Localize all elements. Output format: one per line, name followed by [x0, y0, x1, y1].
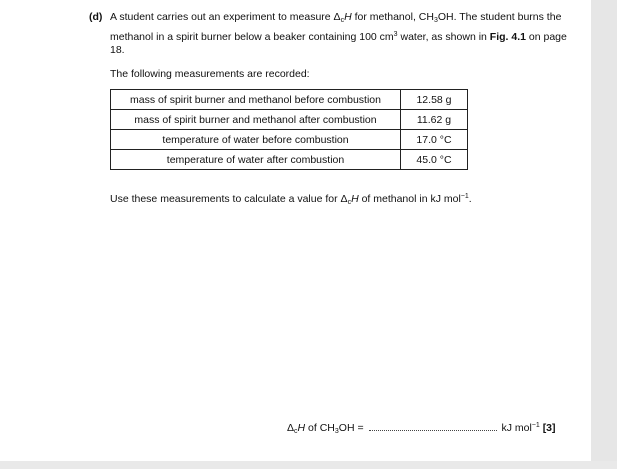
measurements-heading: The following measurements are recorded:	[110, 68, 310, 80]
measurements-table	[110, 89, 468, 170]
answer-subscript-3: 3	[334, 428, 339, 435]
table-row	[111, 110, 468, 130]
figure-reference: Fig. 4.1	[489, 30, 526, 43]
measurement-label: mass of spirit burner and methanol before combustion	[111, 90, 401, 110]
intro-superscript-3: 3	[393, 30, 398, 38]
intro-subscript-3: 3	[433, 17, 438, 24]
page-edge-right	[591, 0, 617, 469]
measurement-value: 17.0 °C	[401, 130, 468, 150]
table-row	[111, 130, 468, 150]
question-intro	[110, 11, 580, 58]
instruction-text-3: .	[468, 193, 472, 205]
answer-field[interactable]	[369, 421, 497, 431]
intro-enthalpy-symbol: H	[344, 11, 352, 23]
table-row	[111, 150, 468, 170]
intro-text-2: for methanol, CH	[351, 11, 434, 23]
answer-of-ch: of CH	[305, 422, 335, 434]
measurement-label: temperature of water after combustion	[111, 150, 401, 170]
marks-badge: [3]	[542, 422, 556, 434]
instruction-superscript: −1	[460, 193, 469, 200]
answer-unit-superscript: −1	[531, 422, 540, 429]
intro-text-5: on page 18.	[110, 30, 567, 56]
measurement-label: temperature of water before combustion	[111, 130, 401, 150]
instruction-enthalpy-symbol: H	[351, 193, 359, 205]
measurement-value: 11.62 g	[401, 110, 468, 130]
measurement-value: 12.58 g	[401, 90, 468, 110]
measurement-label: mass of spirit burner and methanol after combustion	[111, 110, 401, 130]
answer-line	[287, 421, 556, 435]
measurement-value: 45.0 °C	[401, 150, 468, 170]
calculation-instruction	[110, 193, 472, 206]
instruction-text-1: Use these measurements to calculate a value for Δ	[110, 193, 348, 205]
table-row	[111, 90, 468, 110]
answer-delta: Δ	[287, 422, 295, 434]
intro-subscript-c: c	[340, 17, 345, 24]
answer-oh-equals: OH =	[338, 422, 364, 434]
answer-enthalpy-symbol: H	[297, 422, 306, 434]
answer-unit: kJ mol	[501, 422, 532, 434]
intro-text-1: A student carries out an experiment to measure Δ	[110, 11, 341, 23]
instruction-text-2: of methanol in kJ mol	[358, 193, 461, 205]
intro-text-4: water, as shown in	[397, 30, 490, 43]
intro-text-3: OH. The student burns the methanol in a spirit burner below a beaker containing 100 cm	[110, 11, 562, 43]
answer-subscript-c: c	[294, 428, 298, 435]
question-label: (d)	[89, 11, 103, 23]
page-edge-bottom	[0, 461, 617, 469]
instruction-subscript-c: c	[347, 199, 352, 206]
